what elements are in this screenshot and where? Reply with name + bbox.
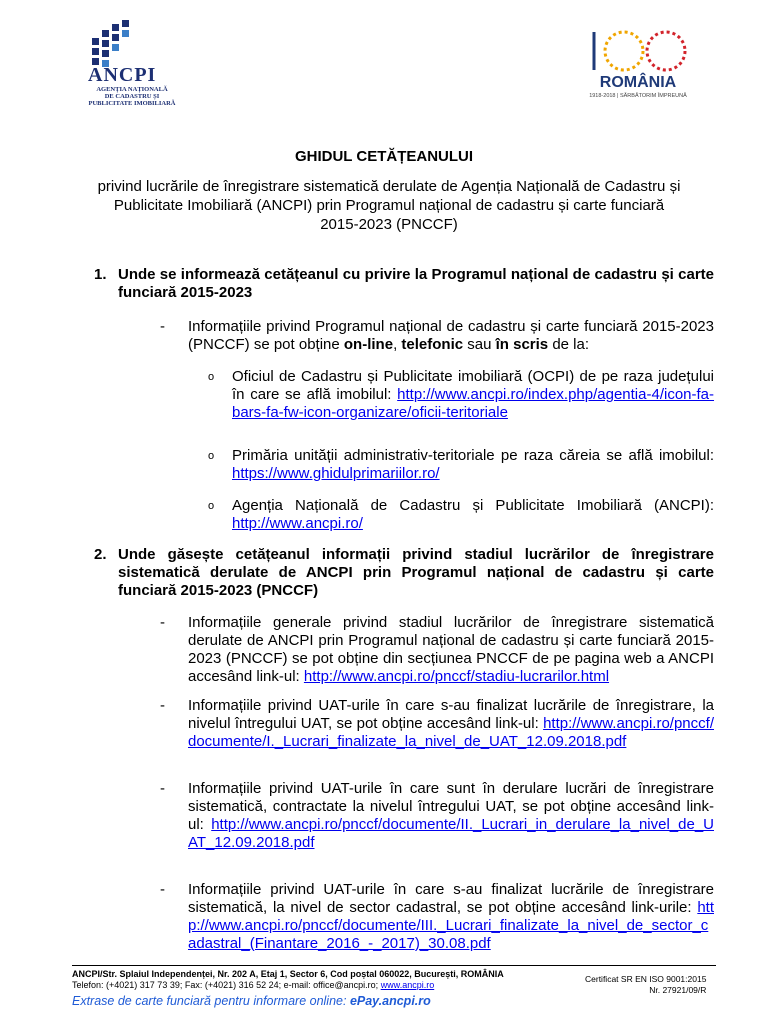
section-1-heading: 1. Unde se informează cetățeanul cu privire la Programul național de cadastru și carte funciară 2015-2023 bbox=[94, 266, 714, 301]
footer-epay-promo: Extrase de carte funciară pentru informare online: ePay.ancpi.ro bbox=[72, 994, 431, 1008]
finalizate-uat-link[interactable]: http://www.ancpi.ro/pnccf/documente/I._Lucrari_finalizate_la_nivel_de_UAT_12.09.2018.pdf bbox=[188, 715, 714, 750]
ancpi-link[interactable]: http://www.ancpi.ro/ bbox=[232, 515, 363, 532]
section-1-item-ancpi: o Agenția Națională de Cadastru și Publicitate Imobiliară (ANCPI): http://www.ancpi.ro/ bbox=[208, 497, 714, 532]
section-1-bullet: - Informațiile privind Programul național de cadastru și carte funciară 2015-2023 (PNCCF) se pot obține on-line, telefonic sau în scris de la: bbox=[160, 318, 714, 353]
romania-logo-tagline: 1918-2018 | SĂRBĂTORIM ÎMPREUNĂ bbox=[589, 93, 687, 99]
footer-certificate: Certificat SR EN ISO 9001:2015 Nr. 27921/09/R bbox=[585, 974, 707, 995]
footer-address: ANCPI/Str. Splaiul Independenței, Nr. 202 A, Etaj 1, Sector 6, Cod poștal 060022, București, ROMÂNIA Telefon: (+4021) 317 73 39; Fax: (+4021) 316 52 24; e-mail: office@ancpi.ro; www.ancpi.ro bbox=[72, 969, 504, 990]
ancpi-logo-subtitle: AGENȚIA NAȚIONALĂ DE CADASTRU ȘI PUBLICITATE IMOBILIARĂ bbox=[88, 86, 176, 107]
section-2-bullet-stadiu: - Informațiile generale privind stadiul lucrărilor de înregistrare sistematică derulate de ANCPI prin Programul național de cadastru și carte funciară 2015-2023 (PNCCF) se pot obține din secțiunea PNCCF de pe pagina web a ANCPI accesând link-ul: http://www.ancpi.ro/pnccf/stadiu-lucrarilor.html bbox=[160, 614, 714, 685]
ocpi-link[interactable]: http://www.ancpi.ro/index.php/agentia-4/icon-fa-bars-fa-fw-icon-organizare/oficii-teritoriale bbox=[232, 386, 715, 421]
section-2-heading: 2. Unde găsește cetățeanul informații privind stadiul lucrărilor de înregistrare sistematică derulate de ANCPI prin Programul național de cadastru și carte funciară 2015-2023 (PNCCF) bbox=[94, 546, 714, 599]
stadiu-lucrarilor-link[interactable]: http://www.ancpi.ro/pnccf/stadiu-lucrarilor.html bbox=[303, 668, 610, 685]
section-1-item-primarie: o Primăria unității administrativ-teritoriale pe raza căreia se află imobilul: https://www.ghidulprimariilor.ro/ bbox=[208, 447, 714, 482]
romania-logo-text: ROMÂNIA bbox=[599, 74, 677, 91]
derulare-uat-link[interactable]: http://www.ancpi.ro/pnccf/documente/II._Lucrari_in_derulare_la_nivel_de_UAT_12.09.2018.pdf bbox=[188, 816, 714, 851]
section-1-item-ocpi: o Oficiul de Cadastru și Publicitate imobiliară (OCPI) de pe raza județului în care se află imobilul: http://www.ancpi.ro/index.php/agentia-4/icon-fa-bars-fa-fw-icon-organizare/oficii-teritoriale bbox=[208, 368, 715, 421]
primarii-link[interactable]: https://www.ghidulprimariilor.ro/ bbox=[232, 465, 440, 482]
footer-divider bbox=[72, 965, 716, 966]
section-2-bullet-sector-cadastral: - Informațiile privind UAT-urile în care s-au finalizat lucrările de înregistrare sistematică, la nivel de sector cadastral, se pot obține accesând link-urile: http://www.ancpi.ro/pnccf/documente/III._Lucrari_finalizate_la_nivel_de_sector_cadastral_(Finantare_2016_-_2017)_30.08.pdf bbox=[160, 881, 714, 952]
page-title: GHIDUL CETĂȚEANULUI bbox=[294, 148, 474, 165]
sector-cadastral-link[interactable]: http://www.ancpi.ro/pnccf/documente/III._Lucrari_finalizate_la_nivel_de_sector_cadastral_(Finantare_2016_-_2017)_30.08.pdf bbox=[188, 899, 714, 952]
ancpi-logo-text: ANCPI bbox=[88, 64, 157, 86]
section-2-bullet-finalizate-uat: - Informațiile privind UAT-urile în care s-au finalizat lucrările de înregistrare, la nivelul întregului UAT, se pot obține accesând link-ul: http://www.ancpi.ro/pnccf/documente/I._Lucrari_finalizate_la_nivel_de_UAT_12.09.2018.pdf bbox=[160, 697, 714, 750]
epay-link[interactable]: ePay.ancpi.ro bbox=[349, 994, 431, 1008]
romania-centenary-logo bbox=[574, 24, 698, 104]
page-subtitle: privind lucrările de înregistrare sistematică derulate de Agenția Națională de Cadastru și Publicitate Imobiliară (ANCPI) prin Programul național de cadastru și carte funciară 2015-2023 (PNCCF) bbox=[97, 178, 681, 233]
footer-website-link[interactable]: www.ancpi.ro bbox=[380, 980, 435, 990]
section-2-bullet-derulare-uat: - Informațiile privind UAT-urile în care sunt în derulare lucrări de înregistrare sistematică, contractate la nivelul întregului UAT, se pot obține accesând link-ul: http://www.ancpi.ro/pnccf/documente/II._Lucrari_in_derulare_la_nivel_de_UAT_12.09.2018.pdf bbox=[160, 780, 714, 851]
